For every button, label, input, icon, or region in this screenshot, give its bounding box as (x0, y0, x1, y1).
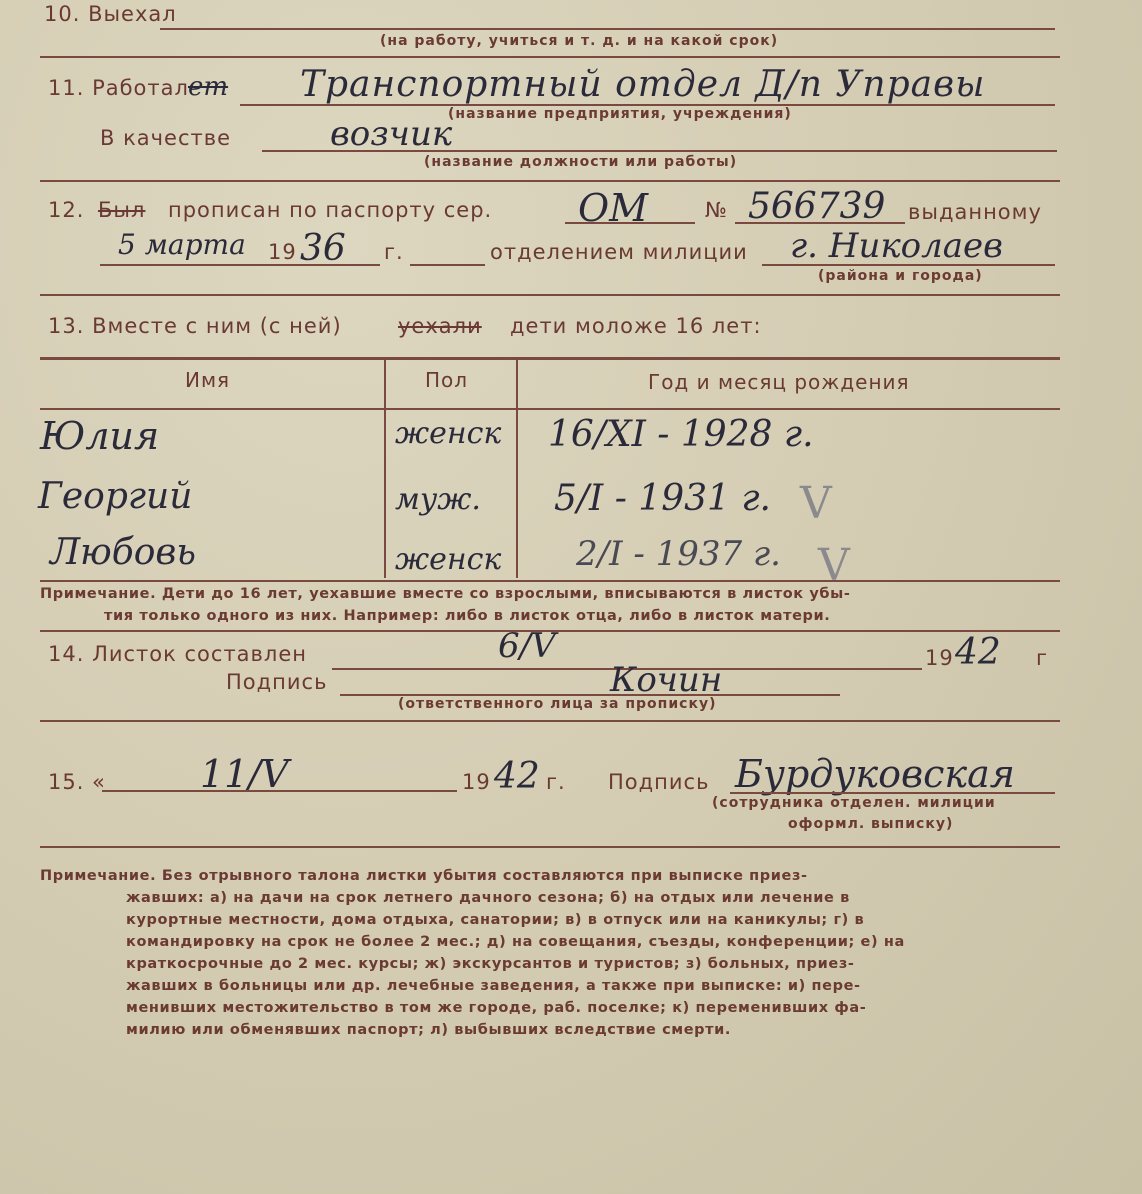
role-handwritten: возчик (330, 114, 453, 154)
footnote-line: курортные местности, дома отдыха, санатории; в) в отпуск или на каникулы; г) в (126, 912, 865, 928)
row15-sign-line (730, 792, 1055, 794)
footnote-line: менивших местожительство в том же городе, раб. поселке; к) переменивших фа- (126, 1000, 867, 1016)
row12-g: г. (384, 240, 404, 264)
city-line (762, 264, 1055, 266)
number-line (735, 222, 905, 224)
row11-work-caption: (название предприятия, учреждения) (448, 106, 792, 122)
row15-num: 15. (48, 770, 85, 794)
row15-sign-label: Подпись (608, 770, 710, 794)
row11-strike: ет (188, 72, 229, 102)
child-sex: женск (395, 416, 502, 451)
g-line (410, 264, 485, 266)
check-mark: V (818, 540, 850, 591)
row12-issued: выданному (908, 200, 1042, 224)
row10-separator (40, 56, 1060, 58)
table-header-sex: Пол (425, 368, 469, 392)
row12-city-caption: (района и города) (818, 268, 983, 284)
row15-separator (40, 846, 1060, 848)
row11-label: 11. Работал (48, 76, 189, 100)
row12-dept: отделением милиции (490, 240, 748, 264)
row11-separator (40, 180, 1060, 182)
row12-num-sign: № (705, 198, 728, 222)
row13-note-2: тия только одного из них. Например: либо в листок отца, либо в листок матери. (104, 608, 831, 624)
row15-year: 42 (494, 756, 540, 797)
child-name: Георгий (38, 476, 193, 517)
child-birth: 2/I - 1937 г. (576, 534, 781, 574)
date-line (100, 264, 380, 266)
row15-g: г. (546, 770, 566, 794)
row14-signature: Кочин (610, 660, 723, 700)
issue-date: 5 марта (118, 228, 246, 261)
row15-date-line (102, 790, 457, 792)
footnote-line: краткосрочные до 2 мес. курсы; ж) экскурсантов и туристов; з) больных, приез- (126, 956, 855, 972)
row14-year-prefix: 19 (925, 646, 954, 670)
row14-caption: (ответственного лица за прописку) (398, 696, 717, 712)
series-line (565, 222, 695, 224)
row15-caption-2: оформл. выписку) (788, 816, 954, 832)
row14-year: 42 (955, 632, 1001, 673)
row12-prop: прописан по паспорту сер. (168, 198, 493, 222)
row14-sign-label: Подпись (226, 670, 328, 694)
row14-g: г (1036, 646, 1049, 670)
row15-signature: Бурдуковская (735, 752, 1015, 796)
row12-separator (40, 294, 1060, 296)
table-bottom-border (40, 580, 1060, 582)
issue-city: г. Николаев (790, 226, 1003, 266)
row13-strike: уехали (398, 314, 482, 338)
table-col-divider-2 (516, 360, 518, 578)
row14-separator (40, 720, 1060, 722)
row11-role-caption: (название должности или работы) (424, 154, 738, 170)
footnote-line: жавших: а) на дачи на срок летнего дачного сезона; б) на отдых или лечение в (126, 890, 850, 906)
row15-caption-1: (сотрудника отделен. милиции (712, 795, 996, 811)
row10-line (160, 28, 1055, 30)
row12-strike: Был (98, 198, 146, 222)
table-top-border (40, 357, 1060, 360)
child-birth: 16/XI - 1928 г. (548, 414, 814, 455)
table-col-divider-1 (384, 360, 386, 578)
issue-year: 36 (300, 228, 346, 269)
row12-year-prefix: 19 (268, 240, 297, 264)
row14-date: 6/V (498, 626, 556, 666)
row10-label: 10. Выехал (44, 2, 177, 26)
footnote-line: Примечание. Без отрывного талона листки убытия составляются при выписке приез- (40, 868, 808, 884)
passport-series: ОМ (578, 186, 649, 230)
row13-pre: 13. Вместе с ним (с ней) (48, 314, 342, 338)
row14-label: 14. Листок составлен (48, 642, 307, 666)
footnote-line: жавших в больницы или др. лечебные заведения, а также при выписке: и) пере- (126, 978, 861, 994)
row15-date: 11/V (200, 752, 289, 796)
row11-role-line (262, 150, 1057, 152)
row15-quote: « (92, 770, 106, 794)
footnote-line: милию или обменявших паспорт; л) выбывших вследствие смерти. (126, 1022, 732, 1038)
table-header-name: Имя (185, 368, 231, 392)
child-name: Юлия (40, 414, 160, 458)
row12-num: 12. (48, 198, 85, 222)
footnote-line: командировку на срок не более 2 мес.; д) на совещания, съезды, конференции; е) на (126, 934, 905, 950)
table-header-birth: Год и месяц рождения (648, 370, 910, 394)
row15-year-prefix: 19 (462, 770, 491, 794)
passport-number: 566739 (748, 186, 886, 227)
table-header-border (40, 408, 1060, 410)
child-sex: женск (395, 542, 502, 577)
child-name: Любовь (50, 532, 196, 573)
work-place-handwritten: Транспортный отдел Д/п Управы (300, 64, 986, 105)
row10-caption: (на работу, учиться и т. д. и на какой срок) (380, 33, 779, 49)
row13-note: Примечание. Дети до 16 лет, уехавшие вместе со взрослыми, вписываются в листок убы- (40, 586, 851, 602)
check-mark: V (800, 478, 832, 529)
child-sex: муж. (395, 482, 481, 517)
child-birth: 5/I - 1931 г. (554, 478, 772, 519)
role-label: В качестве (100, 126, 232, 150)
row13-post: дети моложе 16 лет: (510, 314, 762, 338)
